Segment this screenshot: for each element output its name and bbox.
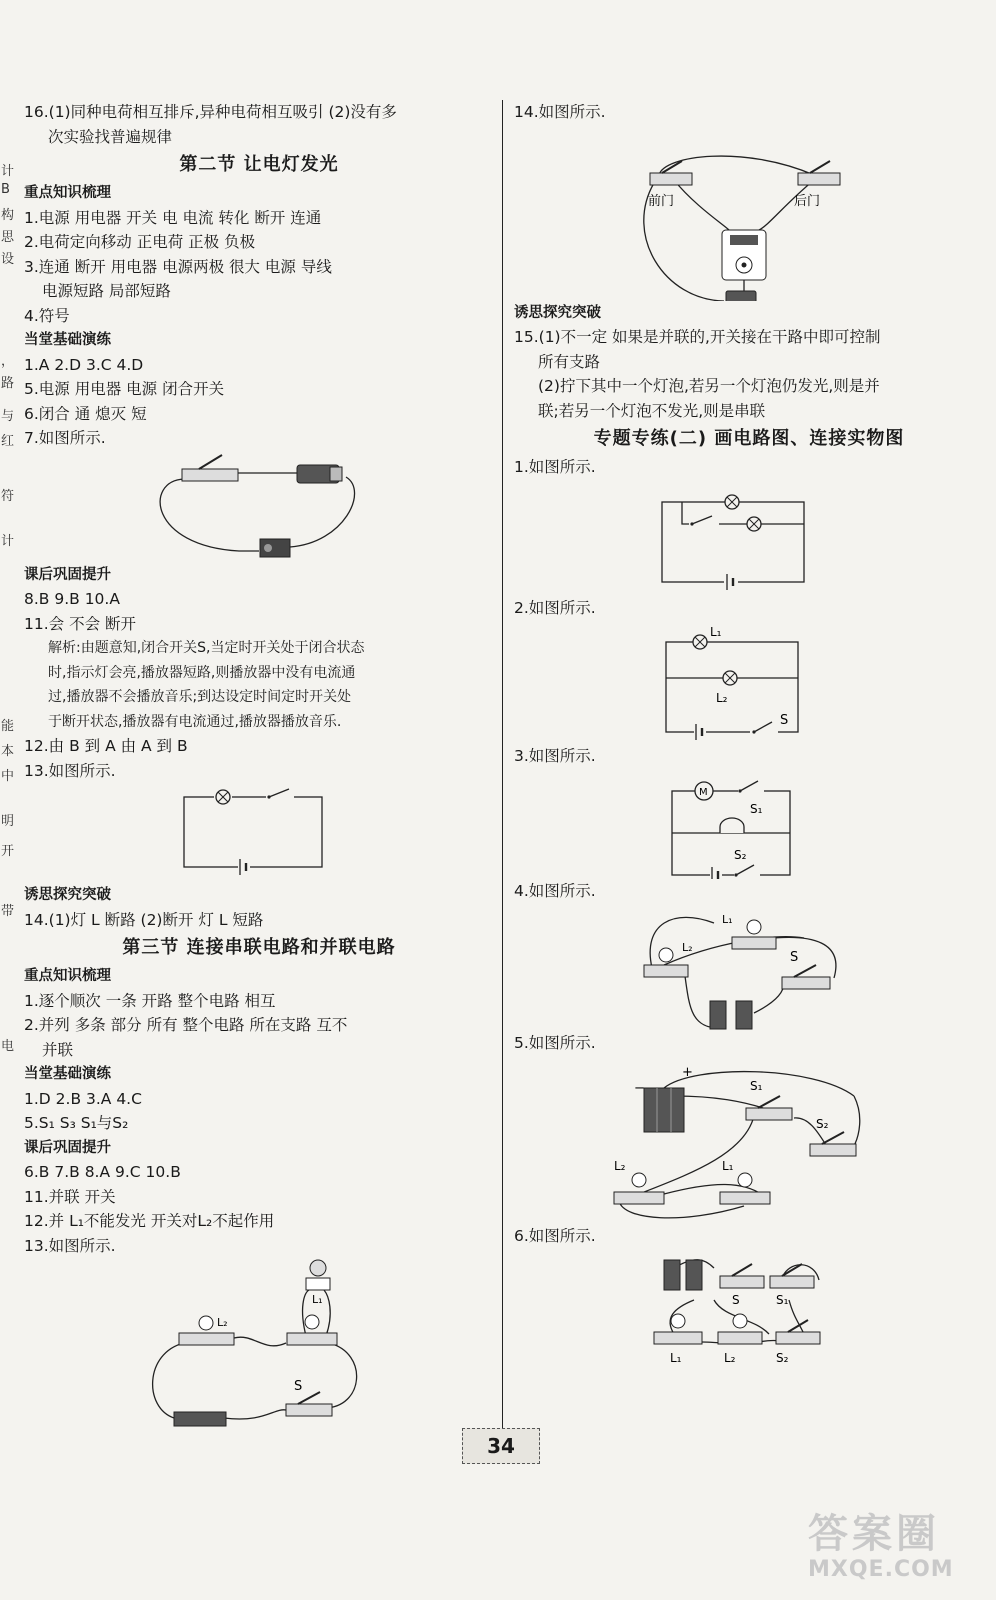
edge-char: 计 <box>1 534 15 549</box>
edge-char: 思 <box>1 230 15 245</box>
answer-line: 1.D 2.B 3.A 4.C <box>24 1089 142 1108</box>
fig14-label-back-door: 后门 <box>794 193 821 209</box>
edge-char: 开 <box>1 844 15 859</box>
answer-line: 3.连通 断开 用电器 电源两极 很大 电源 导线 <box>24 257 332 276</box>
answer-line: 12.由 B 到 A 由 A 到 B <box>24 737 188 755</box>
fig4-label-l2: L₂ <box>682 941 693 954</box>
answer-line: 联;若另一个灯泡不发光,则是串联 <box>538 401 766 420</box>
answer-line: 13.如图所示. <box>24 1236 116 1255</box>
answer-line: 5.S₁ S₃ S₁与S₂ <box>24 1114 129 1132</box>
fig13-label-l1: L₁ <box>312 1293 323 1306</box>
circuit-figure-14 <box>514 125 984 301</box>
answer-line: 8.B 9.B 10.A <box>24 590 120 608</box>
answer-line: 1.逐个顺次 一条 开路 整个电路 相互 <box>24 991 276 1010</box>
fig6-label-s2: S₂ <box>776 1351 789 1365</box>
answer-line: 13.如图所示. <box>24 761 116 780</box>
circuit-figure-p6 <box>514 1248 984 1368</box>
answer-line: 2.如图所示. <box>514 598 596 617</box>
answer-line: 14.如图所示. <box>514 103 606 121</box>
answer-line: 6.B 7.B 8.A 9.C 10.B <box>24 1163 181 1181</box>
fig5-label-s2: S₂ <box>816 1116 829 1131</box>
circuit-figure-13a <box>24 783 494 883</box>
analysis-note: 时,指示灯会亮,播放器短路,则播放器中没有电流通 <box>48 664 356 681</box>
answer-line: 次实验找普遍规律 <box>48 127 173 146</box>
edge-char: 符 <box>1 489 15 504</box>
edge-char: 构 <box>1 208 15 223</box>
edge-char: 带 <box>1 904 15 919</box>
subsection-heading: 重点知识梳理 <box>24 968 111 984</box>
fig2-label-l1: L₁ <box>710 625 722 639</box>
analysis-note: 解析:由题意知,闭合开关S,当定时开关处于闭合状态 <box>48 640 365 656</box>
fig5-label-l2: L₂ <box>614 1158 626 1173</box>
subsection-heading: 当堂基础演练 <box>24 332 111 348</box>
answer-line: 14.(1)灯 L 断路 (2)断开 灯 L 短路 <box>24 910 264 929</box>
fig6-label-s: S <box>732 1293 740 1307</box>
answer-line: 6.闭合 通 熄灭 短 <box>24 404 147 423</box>
edge-char: 设 <box>1 252 15 267</box>
fig14-label-front-door: 前门 <box>648 193 675 209</box>
answer-line: 1.电源 用电器 开关 电 电流 转化 断开 连通 <box>24 208 322 227</box>
fig13-label-s: S <box>294 1379 303 1394</box>
watermark-text: 答案圈 <box>808 1511 940 1557</box>
answer-line: 4.如图所示. <box>514 881 596 900</box>
edge-char: B <box>1 182 10 197</box>
subsection-heading: 课后巩固提升 <box>24 566 111 583</box>
subsection-heading: 诱思探究突破 <box>514 304 601 321</box>
section-title: 第三节 连接串联电路和并联电路 <box>122 937 396 958</box>
edge-char: 路 <box>1 376 15 391</box>
fig6-label-l2: L₂ <box>724 1351 736 1365</box>
fig5-label-minus: − <box>634 1080 645 1096</box>
answer-line: 16.(1)同种电荷相互排斥,异种电荷相互吸引 (2)没有多 <box>24 103 397 121</box>
analysis-note: 过,播放器不会播放音乐;到达设定时间定时开关处 <box>48 689 352 705</box>
answer-line: 7.如图所示. <box>24 429 106 447</box>
watermark-url: MXQE.COM <box>808 1557 954 1582</box>
section-title: 第二节 让电灯发光 <box>179 154 339 175</box>
answer-line: 5.电源 用电器 电源 闭合开关 <box>24 380 225 398</box>
fig6-label-l1: L₁ <box>670 1351 682 1365</box>
analysis-note: 于断开状态,播放器有电流通过,播放器播放音乐. <box>48 713 342 730</box>
answer-line: 3.如图所示. <box>514 747 596 765</box>
fig5-label-plus: + <box>682 1064 693 1080</box>
circuit-figure-7 <box>24 451 494 563</box>
subsection-heading: 课后巩固提升 <box>24 1139 111 1156</box>
watermark <box>808 1512 978 1590</box>
edge-char: 与 <box>1 409 15 424</box>
left-column <box>24 100 494 1428</box>
edge-char: 红 <box>1 434 15 449</box>
answer-line: 11.并联 开关 <box>24 1187 116 1206</box>
fig2-label-s: S <box>780 713 789 728</box>
answer-line: 5.如图所示. <box>514 1034 596 1052</box>
fig5-label-l1: L₁ <box>722 1158 734 1173</box>
section-title: 专题专练(二) 画电路图、连接实物图 <box>593 428 905 449</box>
edge-char: 计 <box>1 164 15 179</box>
answer-line: 2.并列 多条 部分 所有 整个电路 所在支路 互不 <box>24 1016 348 1034</box>
circuit-figure-p1 <box>514 480 984 596</box>
circuit-figure-p2 <box>514 620 984 744</box>
answer-line: (2)拧下其中一个灯泡,若另一个灯泡仍发光,则是并 <box>538 377 880 395</box>
answer-line: 电源短路 局部短路 <box>42 282 171 300</box>
circuit-figure-p4 <box>514 903 984 1031</box>
fig13-label-l2: L₂ <box>217 1316 228 1329</box>
edge-char: 电 <box>1 1039 15 1054</box>
fig3-label-motor: M <box>699 786 708 798</box>
answer-line: 12.并 L₁不能发光 开关对L₂不起作用 <box>24 1212 275 1230</box>
circuit-figure-13b <box>24 1258 494 1428</box>
answer-line: 6.如图所示. <box>514 1226 596 1245</box>
answer-line: 并联 <box>42 1040 74 1059</box>
edge-char: 明 <box>1 814 15 829</box>
fig3-label-s1: S₁ <box>750 801 763 816</box>
circuit-figure-p3 <box>514 769 984 879</box>
answer-line: 4.符号 <box>24 306 70 325</box>
right-column <box>514 100 984 1368</box>
answer-line: 2.电荷定向移动 正电荷 正极 负极 <box>24 233 256 251</box>
edge-char: ， <box>1 354 15 369</box>
fig2-label-l2: L₂ <box>716 691 728 705</box>
fig4-label-l1: L₁ <box>722 913 733 926</box>
circuit-figure-p5 <box>514 1056 984 1224</box>
fig5-label-s1: S₁ <box>750 1078 763 1093</box>
fig4-label-s: S <box>790 950 799 965</box>
answer-line: 1.如图所示. <box>514 458 596 476</box>
answer-line: 1.A 2.D 3.C 4.D <box>24 355 144 374</box>
fig6-label-s1: S₁ <box>776 1293 789 1307</box>
fig3-label-s2: S₂ <box>734 847 747 862</box>
edge-char: 能 <box>1 719 15 734</box>
answer-line: 所有支路 <box>538 352 601 371</box>
subsection-heading: 当堂基础演练 <box>24 1066 111 1082</box>
binding-edge-strip <box>0 100 16 1460</box>
column-divider <box>502 100 503 1460</box>
subsection-heading: 诱思探究突破 <box>24 887 111 903</box>
answer-line: 11.会 不会 断开 <box>24 614 137 633</box>
page-number: 34 <box>462 1428 540 1464</box>
answer-line: 15.(1)不一定 如果是并联的,开关接在干路中即可控制 <box>514 328 881 346</box>
edge-char: 中 <box>1 769 15 784</box>
subsection-heading: 重点知识梳理 <box>24 185 111 201</box>
edge-char: 本 <box>1 744 15 759</box>
